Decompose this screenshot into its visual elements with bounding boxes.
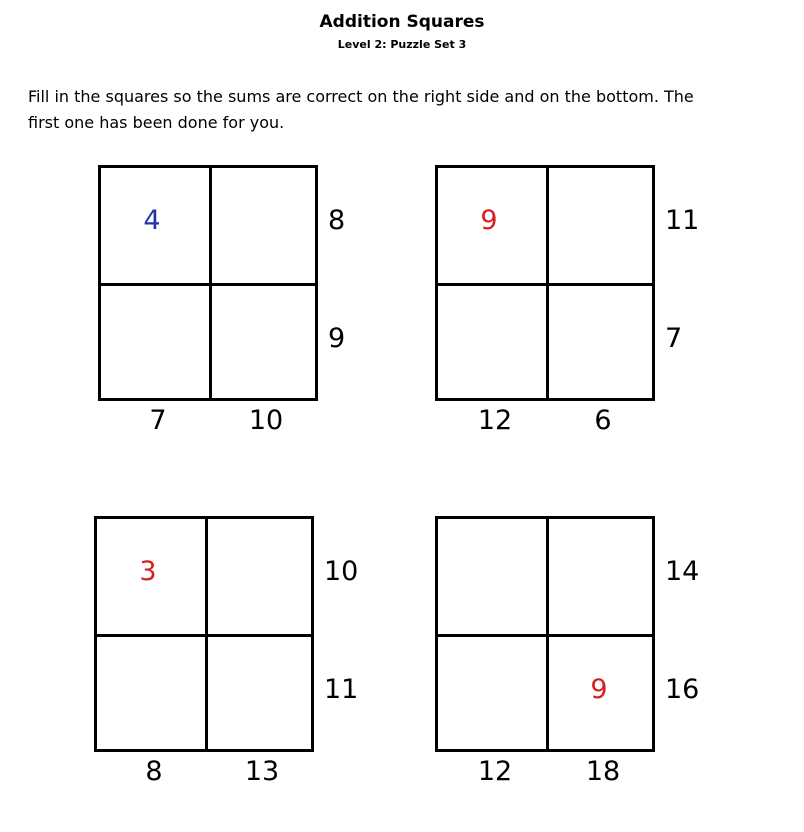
row-sum-1: 14 [665, 556, 700, 587]
col-sum-2: 6 [594, 405, 612, 436]
col-sum-1: 12 [477, 756, 513, 787]
col-sum-2: 10 [248, 405, 284, 436]
row-sum-2: 7 [665, 323, 683, 354]
row-sum-2: 11 [324, 674, 359, 705]
page-subtitle: Level 2: Puzzle Set 3 [337, 38, 467, 51]
grid-divider-horizontal [101, 283, 315, 286]
given-value: 4 [143, 205, 161, 236]
puzzle-grid [435, 165, 655, 401]
row-sum-1: 10 [324, 556, 359, 587]
puzzle-grid [94, 516, 314, 752]
grid-divider-horizontal [438, 634, 652, 637]
col-sum-1: 7 [149, 405, 167, 436]
row-sum-1: 8 [328, 205, 346, 236]
given-value: 9 [480, 205, 498, 236]
given-value: 3 [139, 556, 157, 587]
puzzle-grid [435, 516, 655, 752]
puzzle-grid [98, 165, 318, 401]
col-sum-1: 12 [477, 405, 513, 436]
row-sum-2: 16 [665, 674, 700, 705]
grid-divider-horizontal [438, 283, 652, 286]
row-sum-2: 9 [328, 323, 346, 354]
col-sum-2: 18 [585, 756, 621, 787]
row-sum-1: 11 [665, 205, 700, 236]
page-title: Addition Squares [319, 12, 485, 32]
instructions-text: Fill in the squares so the sums are correct on the right side and on the bottom. The first one has been done for you. [28, 87, 694, 132]
grid-divider-horizontal [97, 634, 311, 637]
given-value: 9 [590, 674, 608, 705]
col-sum-2: 13 [244, 756, 280, 787]
col-sum-1: 8 [145, 756, 163, 787]
